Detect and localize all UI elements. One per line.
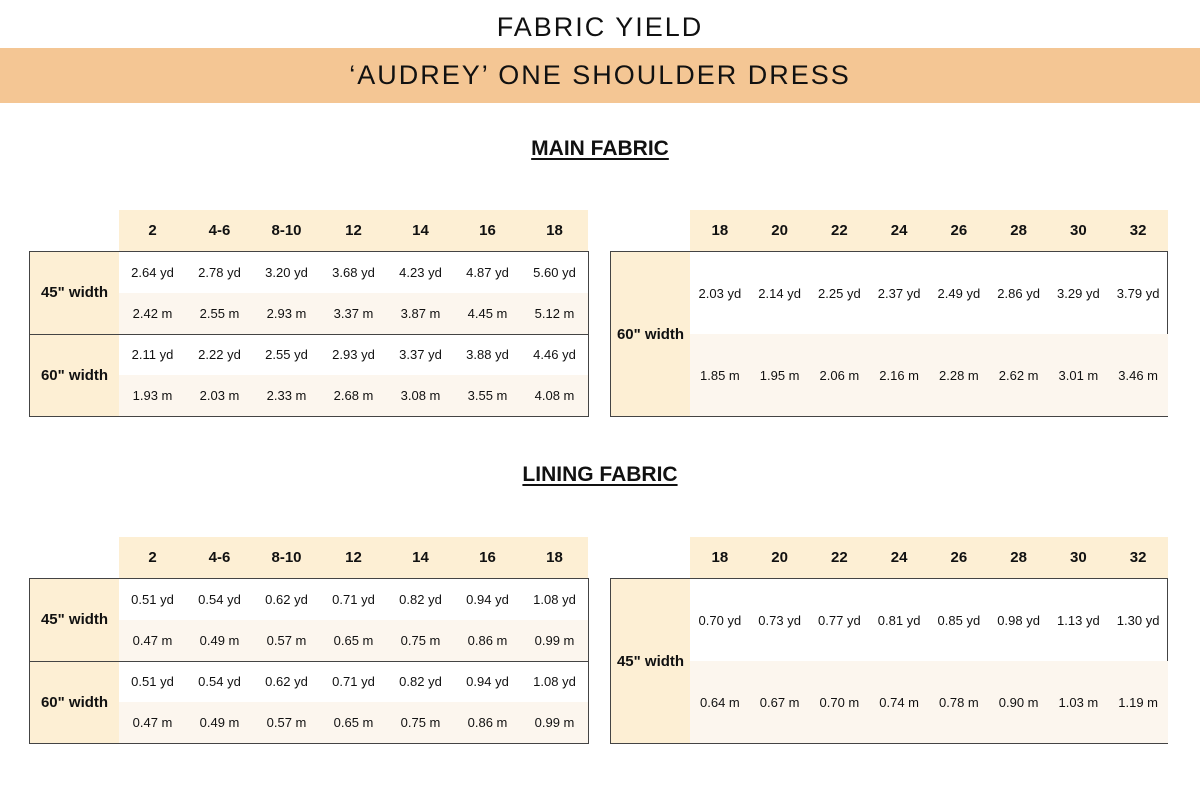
meters-row xyxy=(119,375,588,416)
meters-cell: 2.93 m xyxy=(266,305,307,321)
size-header-cell: 32 xyxy=(1129,222,1147,239)
meters-row xyxy=(119,702,588,743)
pattern-name: ‘AUDREY’ ONE SHOULDER DRESS xyxy=(349,60,851,90)
fabric-width-group xyxy=(611,252,1167,416)
size-header-cell: 4-6 xyxy=(208,549,231,566)
size-header-cell: 20 xyxy=(771,549,788,566)
meters-cell: 0.78 m xyxy=(939,694,979,710)
meters-cell: 2.55 m xyxy=(199,305,240,321)
size-header-cell: 18 xyxy=(711,549,729,566)
yield-table-lining-right xyxy=(610,578,1168,744)
yardage-cell: 0.70 yd xyxy=(698,612,742,628)
yardage-cell: 0.85 yd xyxy=(937,612,981,628)
size-header-cell: 20 xyxy=(771,222,788,239)
meters-cell: 4.08 m xyxy=(534,388,575,404)
yardage-cell: 0.51 yd xyxy=(131,591,174,607)
yardage-cell: 2.86 yd xyxy=(997,285,1040,301)
meters-cell: 3.37 m xyxy=(333,305,374,321)
meters-row xyxy=(690,661,1168,743)
meters-cell: 2.16 m xyxy=(879,367,919,383)
yardage-row xyxy=(690,579,1168,661)
meters-cell: 2.06 m xyxy=(819,367,860,383)
yardage-cell: 2.64 yd xyxy=(131,264,174,280)
width-label: 60" width xyxy=(30,662,119,744)
yardage-cell: 1.08 yd xyxy=(533,591,576,607)
meters-cell: 0.70 m xyxy=(819,694,860,710)
meters-cell: 3.08 m xyxy=(400,388,441,404)
yardage-row xyxy=(690,252,1168,334)
size-header-cell: 18 xyxy=(546,549,563,566)
meters-row xyxy=(690,334,1168,416)
section-heading-main-fabric: MAIN FABRIC xyxy=(531,137,669,160)
meters-cell: 0.49 m xyxy=(199,632,240,648)
yardage-row xyxy=(119,662,588,703)
yardage-cell: 0.62 yd xyxy=(265,674,308,690)
yardage-cell: 3.88 yd xyxy=(466,347,509,363)
width-label: 60" width xyxy=(30,335,119,417)
yardage-cell: 0.98 yd xyxy=(997,612,1040,628)
yardage-cell: 2.22 yd xyxy=(198,347,241,363)
size-header-cell: 8-10 xyxy=(271,549,302,566)
yardage-cell: 2.37 yd xyxy=(877,285,921,301)
yardage-cell: 0.51 yd xyxy=(131,674,174,690)
fabric-width-group xyxy=(30,252,588,334)
yield-table-main-right xyxy=(610,251,1168,417)
meters-cell: 0.65 m xyxy=(333,632,374,648)
meters-cell: 4.45 m xyxy=(467,305,508,321)
meters-cell: 0.67 m xyxy=(759,694,800,710)
yardage-row xyxy=(119,335,588,376)
yield-table-main-left xyxy=(29,251,589,417)
size-header-cell: 14 xyxy=(412,222,429,239)
yardage-cell: 0.94 yd xyxy=(466,591,509,607)
meters-cell: 0.65 m xyxy=(333,715,374,731)
size-header-cell: 26 xyxy=(950,222,968,239)
size-header-cell: 2 xyxy=(148,222,157,239)
size-header-main-right xyxy=(690,210,1168,251)
size-header-cell: 8-10 xyxy=(271,222,302,239)
meters-cell: 0.99 m xyxy=(534,715,575,731)
size-header-cell: 12 xyxy=(345,549,362,566)
meters-cell: 3.01 m xyxy=(1058,367,1099,383)
yardage-cell: 2.93 yd xyxy=(332,347,375,363)
fabric-width-group xyxy=(30,334,588,417)
meters-cell: 3.46 m xyxy=(1118,367,1158,383)
meters-cell: 0.49 m xyxy=(199,715,240,731)
size-header-cell: 16 xyxy=(479,549,496,566)
size-header-cell: 32 xyxy=(1129,549,1147,566)
yardage-cell: 0.71 yd xyxy=(332,591,375,607)
size-header-cell: 18 xyxy=(546,222,563,239)
meters-cell: 2.68 m xyxy=(333,388,374,404)
yardage-cell: 1.13 yd xyxy=(1057,612,1100,628)
page-title: FABRIC YIELD xyxy=(496,12,704,42)
yardage-cell: 2.55 yd xyxy=(265,347,308,363)
yardage-cell: 0.73 yd xyxy=(758,612,801,628)
yardage-cell: 1.30 yd xyxy=(1116,612,1160,628)
yardage-cell: 1.08 yd xyxy=(533,674,576,690)
meters-cell: 0.75 m xyxy=(400,715,441,731)
yardage-cell: 2.49 yd xyxy=(937,285,981,301)
size-header-cell: 30 xyxy=(1070,549,1087,566)
meters-cell: 2.28 m xyxy=(939,367,979,383)
yardage-cell: 3.79 yd xyxy=(1116,285,1160,301)
width-label: 60" width xyxy=(611,252,690,416)
size-header-cell: 26 xyxy=(950,549,968,566)
meters-cell: 0.57 m xyxy=(266,632,307,648)
yardage-cell: 0.77 yd xyxy=(818,612,861,628)
size-header-cell: 28 xyxy=(1010,549,1027,566)
yardage-cell: 2.25 yd xyxy=(818,285,861,301)
meters-cell: 2.62 m xyxy=(998,367,1039,383)
size-header-cell: 24 xyxy=(890,549,908,566)
meters-cell: 1.95 m xyxy=(759,367,800,383)
yardage-cell: 0.62 yd xyxy=(265,591,308,607)
size-header-lining-right xyxy=(690,537,1168,578)
yield-table-lining-left xyxy=(29,578,589,744)
meters-row xyxy=(119,620,588,661)
yardage-cell: 4.46 yd xyxy=(533,347,576,363)
meters-cell: 0.47 m xyxy=(132,632,173,648)
fabric-width-group xyxy=(30,579,588,661)
yardage-cell: 2.03 yd xyxy=(698,285,742,301)
fabric-width-group xyxy=(611,579,1167,743)
meters-cell: 2.42 m xyxy=(132,305,173,321)
yardage-cell: 0.82 yd xyxy=(399,674,442,690)
meters-cell: 2.33 m xyxy=(266,388,307,404)
yardage-row xyxy=(119,579,588,620)
yardage-cell: 0.94 yd xyxy=(466,674,509,690)
meters-cell: 1.19 m xyxy=(1118,694,1158,710)
yardage-cell: 3.68 yd xyxy=(332,264,375,280)
size-header-cell: 28 xyxy=(1010,222,1027,239)
meters-cell: 0.86 m xyxy=(467,715,508,731)
meters-row xyxy=(119,293,588,334)
fabric-width-group xyxy=(30,661,588,744)
meters-cell: 0.75 m xyxy=(400,632,441,648)
size-header-cell: 24 xyxy=(890,222,908,239)
yardage-cell: 4.87 yd xyxy=(466,264,509,280)
meters-cell: 3.55 m xyxy=(467,388,508,404)
yardage-cell: 3.37 yd xyxy=(399,347,442,363)
meters-cell: 2.03 m xyxy=(199,388,240,404)
meters-cell: 1.03 m xyxy=(1058,694,1099,710)
yardage-cell: 2.11 yd xyxy=(131,347,174,363)
yardage-cell: 4.23 yd xyxy=(399,264,442,280)
meters-cell: 0.90 m xyxy=(998,694,1039,710)
size-header-cell: 16 xyxy=(479,222,496,239)
meters-cell: 3.87 m xyxy=(400,305,441,321)
meters-cell: 0.99 m xyxy=(534,632,575,648)
meters-cell: 0.86 m xyxy=(467,632,508,648)
yardage-cell: 3.29 yd xyxy=(1057,285,1100,301)
width-label: 45" width xyxy=(611,579,690,743)
yardage-cell: 0.54 yd xyxy=(198,674,241,690)
title-banner xyxy=(0,48,1200,103)
meters-cell: 1.85 m xyxy=(700,367,740,383)
meters-cell: 5.12 m xyxy=(534,305,575,321)
yardage-cell: 3.20 yd xyxy=(265,264,308,280)
section-heading-lining-fabric: LINING FABRIC xyxy=(522,463,678,486)
size-header-cell: 4-6 xyxy=(208,222,231,239)
yardage-cell: 0.71 yd xyxy=(332,674,375,690)
yardage-cell: 0.54 yd xyxy=(198,591,241,607)
size-header-cell: 22 xyxy=(831,222,848,239)
meters-cell: 0.64 m xyxy=(700,694,740,710)
size-header-cell: 14 xyxy=(412,549,429,566)
size-header-cell: 30 xyxy=(1070,222,1087,239)
size-header-cell: 18 xyxy=(711,222,729,239)
meters-cell: 0.47 m xyxy=(132,715,173,731)
size-header-cell: 22 xyxy=(831,549,848,566)
size-header-main-left xyxy=(119,210,588,251)
width-label: 45" width xyxy=(30,252,119,334)
yardage-row xyxy=(119,252,588,293)
yardage-cell: 0.82 yd xyxy=(399,591,442,607)
yardage-cell: 5.60 yd xyxy=(533,264,576,280)
meters-cell: 0.57 m xyxy=(266,715,307,731)
meters-cell: 1.93 m xyxy=(132,388,173,404)
size-header-cell: 12 xyxy=(345,222,362,239)
size-header-lining-left xyxy=(119,537,588,578)
yardage-cell: 2.14 yd xyxy=(758,285,801,301)
width-label: 45" width xyxy=(30,579,119,661)
yardage-cell: 0.81 yd xyxy=(877,612,921,628)
meters-cell: 0.74 m xyxy=(879,694,919,710)
size-header-cell: 2 xyxy=(148,549,157,566)
yardage-cell: 2.78 yd xyxy=(198,264,241,280)
